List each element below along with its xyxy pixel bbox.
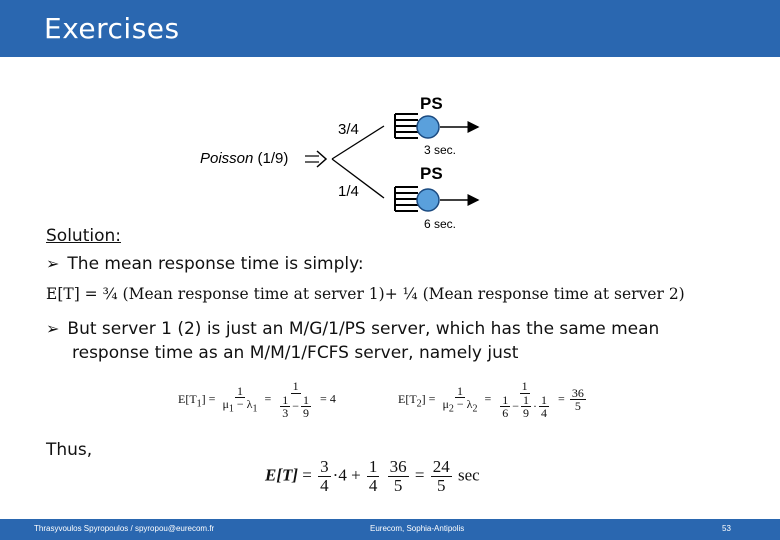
footer-bar	[0, 519, 780, 540]
server-bottom-label: PS	[420, 164, 443, 183]
eq2-lhs: $E[T_2]$	[398, 391, 426, 410]
thus-label: Thus,	[46, 440, 93, 460]
server-bottom-service-time: 6 sec.	[424, 217, 457, 231]
bullet-2-text-line-2: response time as an M/M/1/FCFS server, namely just	[72, 343, 519, 363]
bullet-arrow-icon: ➢	[46, 319, 60, 338]
branch-bottom-line	[332, 159, 384, 198]
equation-server-1: $E[T_1]$ = $\frac{1}{\mu_1 - \lambda_1}$ = 1 $\frac{1}{3}$ − $\frac{1}{9}$ = 4	[178, 379, 336, 421]
queue-bottom-icon	[395, 187, 478, 211]
eq1-result: 4	[329, 391, 336, 406]
response-time-formula: E[T] = ¾ (Mean response time at server 1)+ ¼ (Mean response time at server 2)	[46, 285, 685, 303]
arrival-rate: (1/9)	[257, 150, 289, 167]
source-arrow-icon	[305, 151, 326, 167]
footer-author: Thrasyvoulos Spyropoulos / spyropou@eurecom.fr	[34, 524, 215, 533]
server-top-label: PS	[420, 94, 443, 113]
bullet-1	[46, 254, 364, 274]
slide-title: Exercises	[44, 12, 180, 45]
server-top-service-time: 3 sec.	[424, 143, 457, 157]
equation-server-2: $E[T_2]$ = $\frac{1}{\mu_2 - \lambda_2}$ = 1 $\frac{1}{6}$ − $\frac{1}{9}$ · $\frac{1}{4}$ = $\frac{36}{5}$	[398, 379, 584, 421]
bullet-2	[46, 319, 659, 339]
queue-top-icon	[395, 114, 478, 138]
final-unit: sec	[458, 465, 480, 485]
solution-label	[46, 226, 121, 246]
branch-top-probability: 3/4	[338, 121, 359, 138]
footer-page-number: 53	[722, 524, 731, 533]
arrival-process-name: Poisson	[200, 150, 254, 167]
branch-top-line	[332, 126, 384, 159]
footer-institution: Eurecom, Sophia-Antipolis	[370, 524, 465, 533]
bullet-2-text-line-1: But server 1 (2) is just an M/G/1/PS server, which has the same mean	[67, 319, 660, 339]
bullet-1-text: The mean response time is simply:	[67, 254, 364, 274]
bullet-arrow-icon: ➢	[46, 254, 60, 273]
eq1-lhs: $E[T_1]$	[178, 391, 206, 410]
equation-final: E[T] = $\frac{3}{4}$ ·4 + $\frac{1}{4}$ $\frac{36}{5}$ = $\frac{24}{5}$ sec	[265, 457, 480, 495]
solution-text: Solution:	[46, 226, 121, 246]
branch-bottom-probability: 1/4	[338, 183, 359, 200]
